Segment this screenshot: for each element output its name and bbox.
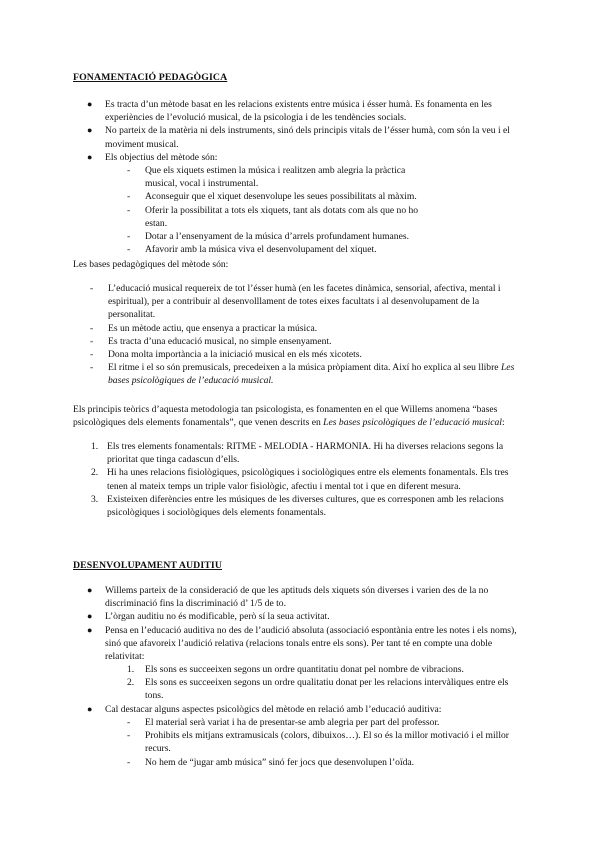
- list-item: - L’educació musical requereix de tot l’ésser humà (en les facetes dinàmica, sensorial, afectiva, mental i espiritual), per a contribuir al desenvolllament de totes eixes facultats i al desenvolupament de la personalitat.: [90, 283, 501, 321]
- dash-marker: -: [127, 244, 131, 256]
- list-item: - Dotar a l’ensenyament de la música d’arrels profundament humanes.: [127, 231, 409, 243]
- dash-marker: -: [127, 191, 131, 203]
- list-item: - Prohibits els mitjans extramusicals (colors, dibuixos…). El so és la millor motivació i el millor recurs.: [127, 730, 509, 755]
- list-item: - No hem de “jugar amb música” sinó fer jocs que desenvolupen l’oïda.: [127, 756, 415, 768]
- dash-marker: -: [127, 756, 131, 768]
- list-item: ● Pensa en l’educació auditiva no des de l’audició absoluta (associació espontània entre les notes i els noms), sinó que afavoreix l’audició relativa (relacions tonals entre els sons). Per tant té en compte una doble relativitat:: [87, 624, 517, 663]
- list-item: ● Willems parteix de la consideració de que les aptituds dels xiquets són diverses i varien des de la no discriminació fins la discriminació d’ 1/5 de to.: [87, 585, 489, 610]
- aspects-list: [127, 716, 527, 769]
- objectives-list: [127, 164, 429, 256]
- list-item: - Afavorir amb la música viva el desenvolupament del xiquet.: [127, 244, 377, 256]
- list-item: 2. Els sons es succeeixen segons un ordre qualitatiu donat per les relacions intervàliques entre els tons.: [127, 677, 509, 702]
- bullet-list-foundation: [87, 98, 527, 164]
- list-item: [90, 361, 524, 387]
- list-item: - Aconseguir que el xiquet desenvolupe les seues possibilitats al màxim.: [127, 191, 417, 203]
- relativity-list: [127, 663, 527, 703]
- bases-list: [90, 282, 524, 388]
- bases-intro: Les bases pedagògiques del mètode són:: [73, 259, 229, 270]
- list-item: - Dona molta importància a la iniciació musical en els més xicotets.: [90, 349, 362, 361]
- list-item: ● Cal destacar alguns aspectes psicològics del mètode en relació amb l’educació auditiva:: [87, 704, 442, 715]
- dash-marker: -: [90, 322, 94, 334]
- list-item: 2. Hi ha unes relacions fisiològiques, psicològiques i sociològiques entre els elements fonamentals. Els tres tenen al mateix temps un triple valor fisiològic, afectiu i mental tot i que en diferent mesura.: [91, 467, 509, 492]
- section-heading-fonamentacio: FONAMENTACIÓ PEDAGÒGICA: [73, 72, 228, 83]
- dash-marker: -: [127, 730, 131, 742]
- dash-marker: -: [127, 717, 131, 728]
- list-item: - Es un mètode actiu, que ensenya a practicar la música.: [90, 322, 318, 334]
- bullet-list-aspects-intro: [87, 703, 527, 716]
- list-item: - Es tracta d’una educació musical, no simple ensenyament.: [90, 335, 332, 347]
- list-item: ● No parteix de la matèria ni dels instruments, sinó dels principis vitals de l’ésser humà, com són la veu i el moviment musical.: [87, 125, 510, 150]
- list-item: 3. Existeixen diferències entre les músiques de les diverses cultures, que es corresponen amb les relacions psicològiques i sociològiques dels elements fonamentals.: [91, 493, 504, 519]
- list-item: 1. Els tres elements fonamentals: RITME - MELODIA - HARMONIA. Hi ha diverses relacions segons la prioritat que tinga cadascun d’ells.: [91, 441, 504, 466]
- principles-paragraph: Els principis teòrics d’aquesta metodologia tan psicologista, es fonamenten en el que Willems anomena “bases psicològiques dels elements fonamentals”, que venen descrits en Les bases psicològiques de l’educació musical:: [73, 404, 505, 429]
- list-item: 1. Els sons es succeeixen segons un ordre quantitatiu donat pel nombre de vibracions.: [127, 664, 464, 675]
- bullet-icon: ●: [87, 624, 93, 635]
- bullet-icon: ●: [87, 125, 93, 136]
- numbered-list-elements: [91, 440, 528, 519]
- dash-marker: -: [127, 165, 131, 176]
- bullet-list-auditory: [87, 584, 527, 663]
- dash-marker: -: [90, 349, 94, 361]
- list-item: ● Es tracta d’un mètode basat en les relacions existents entre música i ésser humà. Es fonamenta en les experiències de l’evolució musical, de la psicologia i de les tendències socials.: [87, 99, 492, 124]
- section-heading-desenvolupament: DESENVOLUPAMENT AUDITIU: [73, 560, 222, 571]
- bullet-icon: ●: [87, 585, 93, 595]
- list-item: ● Els objectius del mètode són:: [87, 151, 218, 163]
- dash-marker: -: [90, 335, 94, 347]
- bullet-icon: ●: [87, 704, 93, 714]
- list-item: ● L’òrgan auditiu no és modificable, però sí la seua activitat.: [87, 611, 330, 623]
- list-item: - Que els xiquets estimen la música i realitzen amb alegria la pràctica musical, vocal i instrumental.: [127, 165, 406, 190]
- dash-marker: -: [90, 362, 94, 374]
- bullet-icon: ●: [87, 99, 93, 109]
- list-item: - Oferir la possibilitat a tots els xiquets, tant als dotats com als que no ho estan.: [127, 204, 419, 229]
- bullet-icon: ●: [87, 611, 93, 622]
- dash-marker: -: [90, 283, 94, 294]
- book-title: Les bases psicològiques de l’educació musical.: [108, 362, 515, 387]
- dash-marker: -: [127, 231, 131, 243]
- bullet-icon: ●: [87, 151, 93, 162]
- list-item: - El material serà variat i ha de presentar-se amb alegria per part del professor.: [127, 717, 440, 728]
- bases-last-text: El ritme i el so són premusicals, precedeixen a la música pròpiament dita. Així ho explica al seu llibre: [108, 362, 499, 374]
- dash-marker: -: [127, 204, 131, 216]
- book-title: Les bases psicològiques de l’educació musical: [323, 417, 502, 429]
